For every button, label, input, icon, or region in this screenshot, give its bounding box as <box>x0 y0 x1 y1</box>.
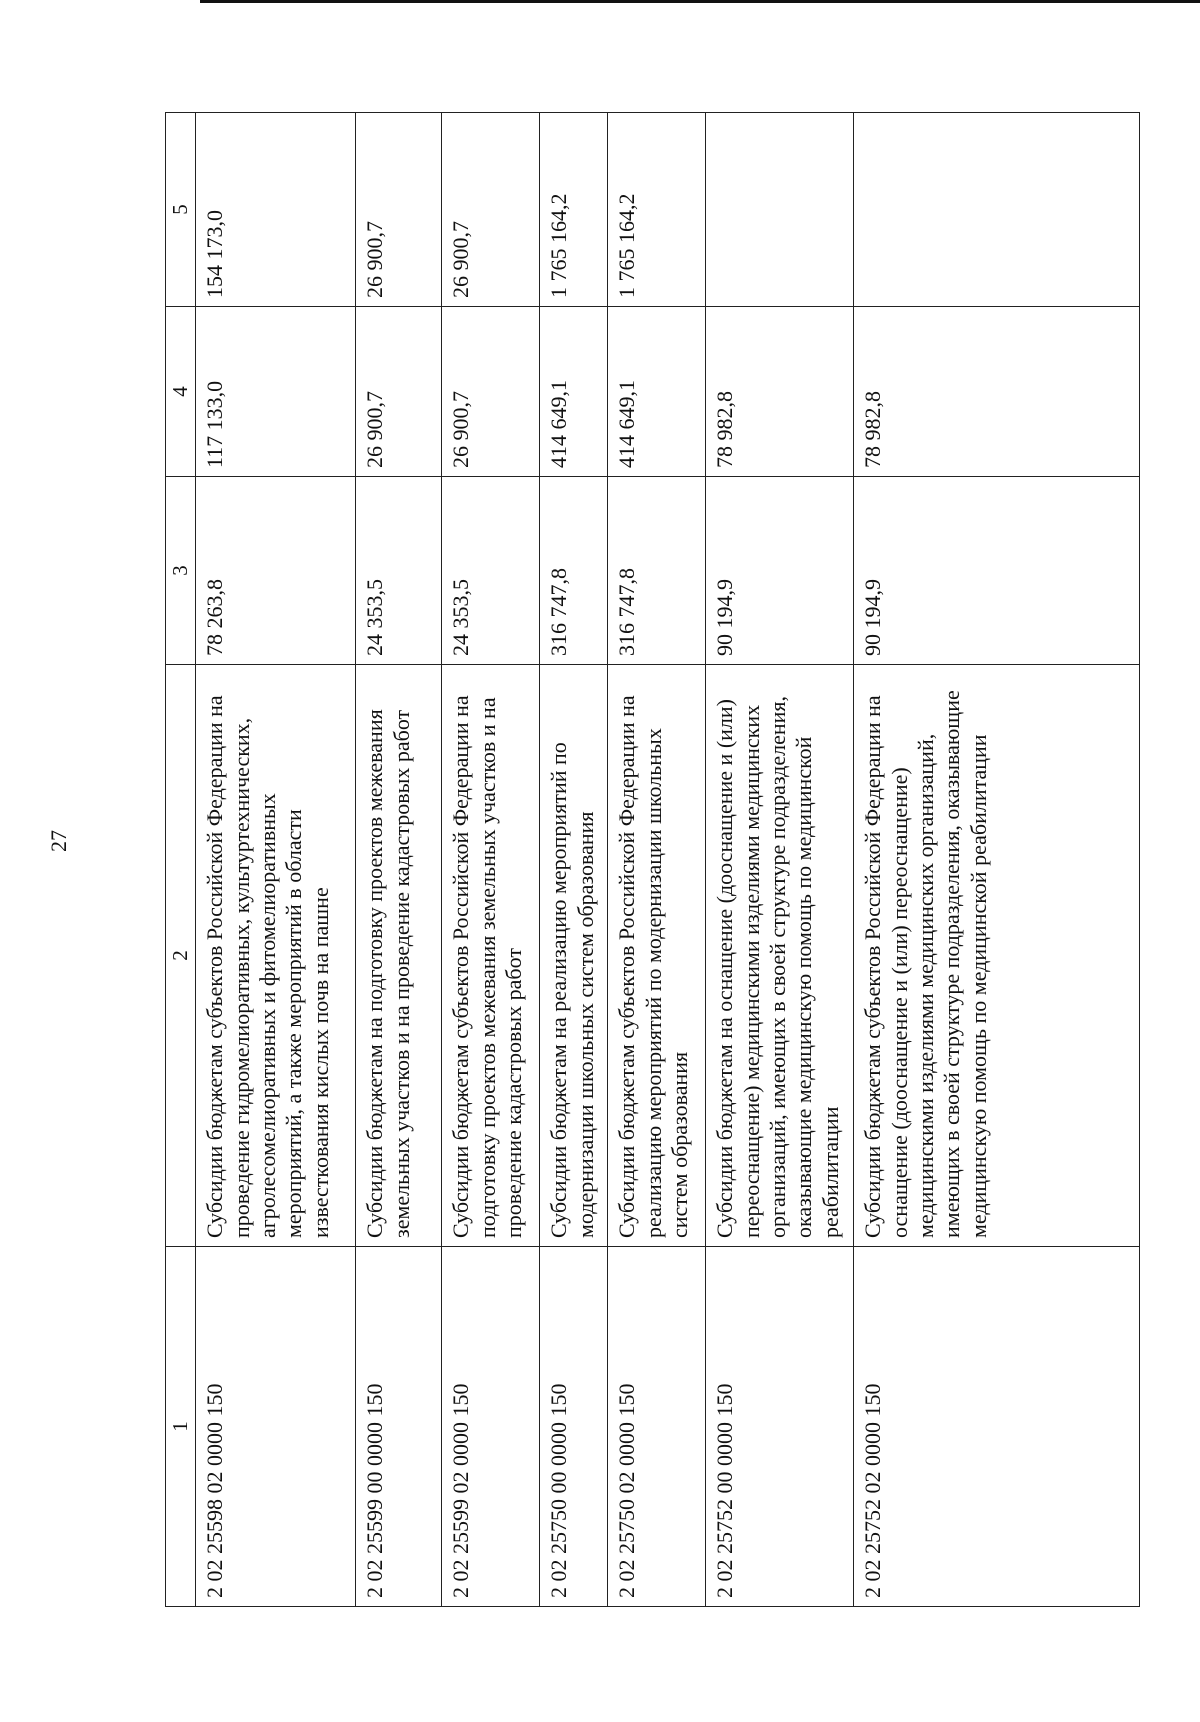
header-cell-1: 1 <box>166 1247 196 1607</box>
row-value-col3: 24 353,5 <box>356 477 442 665</box>
row-value-col3: 78 263,8 <box>196 477 356 665</box>
row-name: Субсидии бюджетам на подготовку проектов межевания земельных участков и на проведение кадастровых работ <box>356 665 442 1247</box>
row-code: 2 02 25750 00 0000 150 <box>540 1247 608 1607</box>
row-value-col3: 316 747,8 <box>540 477 608 665</box>
table-row <box>608 113 706 1607</box>
row-code: 2 02 25750 02 0000 150 <box>608 1247 706 1607</box>
row-value-col5: 154 173,0 <box>196 113 356 307</box>
row-value-col5: 26 900,7 <box>356 113 442 307</box>
table-row <box>854 113 1140 1607</box>
table-row <box>706 113 854 1607</box>
row-code: 2 02 25599 02 0000 150 <box>442 1247 540 1607</box>
row-code: 2 02 25599 00 0000 150 <box>356 1247 442 1607</box>
row-value-col3: 90 194,9 <box>854 477 1140 665</box>
table-row <box>356 113 442 1607</box>
row-name: Субсидии бюджетам субъектов Российской Федерации на реализацию мероприятий по модернизации школьных систем образования <box>608 665 706 1247</box>
row-code: 2 02 25752 00 0000 150 <box>706 1247 854 1607</box>
row-value-col4: 26 900,7 <box>442 307 540 477</box>
row-value-col5: 1 765 164,2 <box>608 113 706 307</box>
row-value-col4: 117 133,0 <box>196 307 356 477</box>
row-name: Субсидии бюджетам субъектов Российской Федерации на оснащение (дооснащение и (или) переоснащение) медицинскими изделиями медицинских организаций, имеющих в своей структуре подразделения, оказывающие медицинскую помощь по медицинской реабилитации <box>854 665 1140 1247</box>
row-name: Субсидии бюджетам на реализацию мероприятий по модернизации школьных систем образования <box>540 665 608 1247</box>
page-number: 27 <box>46 830 71 852</box>
header-cell-5: 5 <box>166 113 196 307</box>
row-name: Субсидии бюджетам субъектов Российской Федерации на подготовку проектов межевания земельных участков и на проведение кадастровых работ <box>442 665 540 1247</box>
row-value-col3: 24 353,5 <box>442 477 540 665</box>
row-name: Субсидии бюджетам на оснащение (дооснащение и (или) переоснащение) медицинскими изделиями медицинских организаций, имеющих в своей структуре подразделения, оказывающие медицинскую помощь по медицинской реабилитации <box>706 665 854 1247</box>
budget-table <box>165 112 1140 1607</box>
header-cell-4: 4 <box>166 307 196 477</box>
row-value-col3: 90 194,9 <box>706 477 854 665</box>
row-value-col4: 414 649,1 <box>608 307 706 477</box>
table-container <box>165 113 1140 1607</box>
row-value-col4: 78 982,8 <box>854 307 1140 477</box>
table-row <box>442 113 540 1607</box>
top-border-line <box>200 0 1200 3</box>
header-cell-2: 2 <box>166 665 196 1247</box>
table-row <box>540 113 608 1607</box>
header-cell-3: 3 <box>166 477 196 665</box>
row-value-col5: 26 900,7 <box>442 113 540 307</box>
header-row <box>166 113 196 1607</box>
table-row <box>196 113 356 1607</box>
row-value-col5 <box>854 113 1140 307</box>
row-value-col4: 414 649,1 <box>540 307 608 477</box>
row-code: 2 02 25598 02 0000 150 <box>196 1247 356 1607</box>
row-value-col5 <box>706 113 854 307</box>
row-code: 2 02 25752 02 0000 150 <box>854 1247 1140 1607</box>
row-value-col5: 1 765 164,2 <box>540 113 608 307</box>
row-name: Субсидии бюджетам субъектов Российской Федерации на проведение гидромелиоративных, культуртехнических, агролесомелиоративных и фитомелиоративных мероприятий, а также мероприятий в области известкования кислых почв на пашне <box>196 665 356 1247</box>
row-value-col4: 26 900,7 <box>356 307 442 477</box>
row-value-col4: 78 982,8 <box>706 307 854 477</box>
row-value-col3: 316 747,8 <box>608 477 706 665</box>
